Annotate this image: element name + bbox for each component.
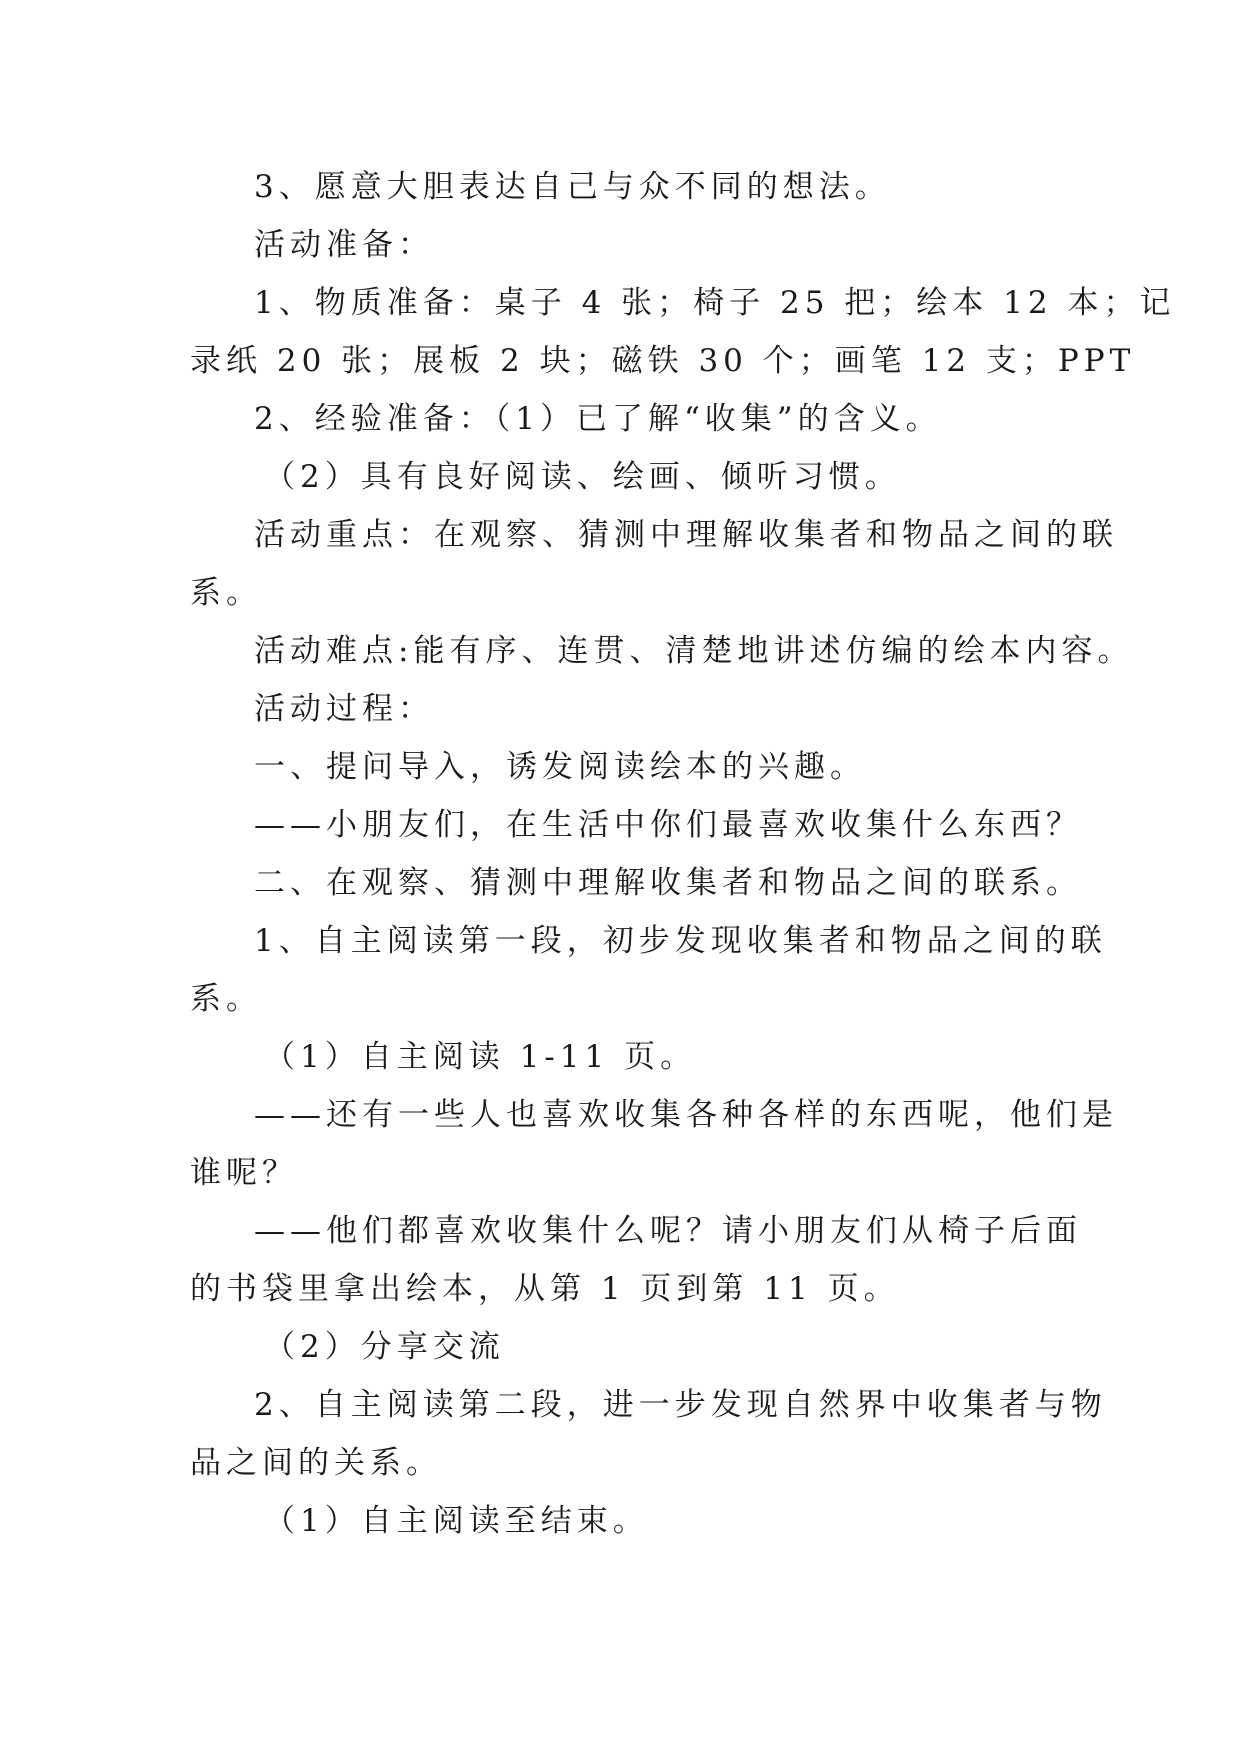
paragraph-line: 录纸 20 张；展板 2 块；磁铁 30 个；画笔 12 支；PPT <box>190 343 1136 379</box>
paragraph-line: 系。 <box>190 981 262 1017</box>
paragraph-line: ——还有一些人也喜欢收集各种各样的东西呢，他们是 <box>254 1097 1118 1133</box>
paragraph-line: （1）自主阅读 1-11 页。 <box>264 1039 697 1075</box>
paragraph-line: 一、提问导入，诱发阅读绘本的兴趣。 <box>254 749 866 785</box>
paragraph-line: 二、在观察、猜测中理解收集者和物品之间的联系。 <box>254 865 1082 901</box>
paragraph-line: ——他们都喜欢收集什么呢？请小朋友们从椅子后面 <box>254 1213 1082 1249</box>
paragraph-line: 1、自主阅读第一段，初步发现收集者和物品之间的联 <box>254 923 1107 959</box>
paragraph-line: 活动难点:能有序、连贯、清楚地讲述仿编的绘本内容。 <box>254 633 1134 669</box>
paragraph-line: 3、愿意大胆表达自己与众不同的想法。 <box>254 169 891 205</box>
paragraph-line: 2、自主阅读第二段，进一步发现自然界中收集者与物 <box>254 1387 1107 1423</box>
paragraph-line: （2）具有良好阅读、绘画、倾听习惯。 <box>264 459 901 495</box>
paragraph-line: 系。 <box>190 575 262 611</box>
paragraph-line: 品之间的关系。 <box>190 1445 442 1481</box>
paragraph-line: 谁呢？ <box>190 1155 298 1191</box>
paragraph-line: 的书袋里拿出绘本，从第 1 页到第 11 页。 <box>190 1271 900 1307</box>
body-text <box>190 158 1176 1550</box>
paragraph-line: 活动过程： <box>254 691 434 727</box>
paragraph-line: 活动准备： <box>254 227 434 263</box>
paragraph-line: 2、经验准备：（1）已了解“收集”的含义。 <box>254 401 942 437</box>
paragraph-line: ——小朋友们，在生活中你们最喜欢收集什么东西？ <box>254 807 1082 843</box>
paragraph-line: （2）分享交流 <box>264 1329 505 1365</box>
paragraph-line: 活动重点：在观察、猜测中理解收集者和物品之间的联 <box>254 517 1118 553</box>
paragraph-line: （1）自主阅读至结束。 <box>264 1503 649 1539</box>
paragraph-line: 1、物质准备：桌子 4 张；椅子 25 把；绘本 12 本；记 <box>254 285 1176 321</box>
